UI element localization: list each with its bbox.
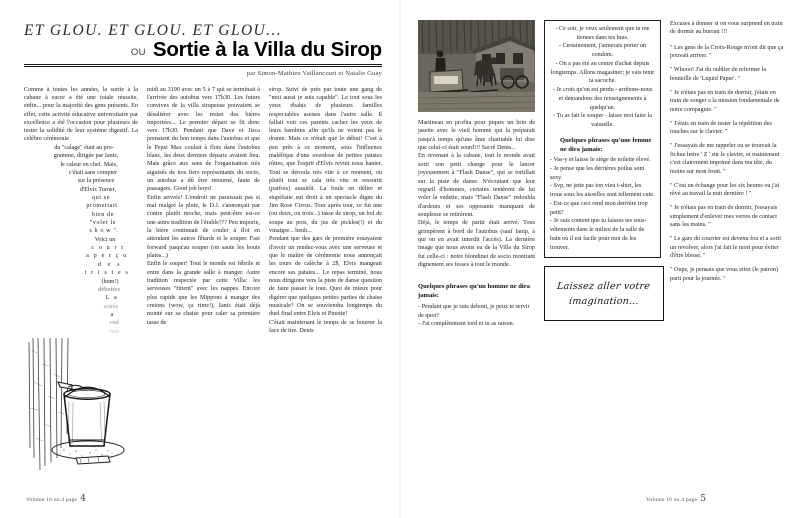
column2-paragraph-2: Enfin arrivés! L'endroit ne paraissait pas si mal malgré la pluie, le D.J. s'annonçait par contre plutôt moche, mais peut-être est-ce une autre tradition de l'érable??? Peu importe, la bière continuait de couler à flot en attendant les autres fêtards et le souper. Fast forward jusqu'au souper (on saute les bouts plates...) [147,194,260,260]
masthead-ou-word: OU [130,46,146,58]
quote-item: " Les gens de la Croix-Rouge m'ont dit que ça pouvait arriver. " [670,44,784,60]
imagination-line-2: imagination... [568,295,640,307]
femme-phrases-heading: Quelques phrases qu'une femme ne dira jamais: [560,136,652,153]
right-column1-paragraph-3: Déjà, le temps de partir était arrivé. Tous grimpèrent à bord de l'autobus (sauf Ianip, à qui on en avait interdit l'accès). La dernière image que nous avons eu de la Villa du Sirop fut celle-ci : notre blondinet de socio montrant dignement ses fesses à tout le monde. [418,220,535,269]
imagination-box [544,266,664,321]
masthead [24,22,382,77]
taper-line: du "calage" était au pro- [54,144,114,151]
left-column-1 [24,86,138,468]
list-item: - Certainement, j'aimerais porter un condom. [558,43,647,59]
quote-item: " C'est un échange pour les six heures ou j'ai rêvé au travail la nuit dernière ! " [670,182,780,198]
right-column-2 [544,20,661,490]
list-item: - Je crois qu'on est perdu - arrêtons-nous et demandons des renseignements à quelqu'un. [552,87,653,111]
homme-quotes-list [550,25,655,130]
taper-line: L a [105,295,119,302]
taper-line: gramme, dirigée par Ianis, [53,153,119,160]
taper-line: le caleur en chef. Mais, [60,161,118,168]
imagination-line-1: Laissez aller votre [556,280,652,292]
list-item: - Tu as fait le souper - laisse moi faire la vaisselle. [553,113,652,129]
maple-sap-bucket-illustration [24,338,138,470]
sugar-shack-photo [418,20,535,112]
taper-line: Voici un [94,236,116,243]
list-item: - Je pense que les derrières poilus sont sexy. [550,165,645,181]
right-column1-paragraph-1: Martineau en profita pour piquer un brin de jasette avec le vieil homme qui la préparait jusqu'à temps qu'une âme charitable lui dise que celui-ci était sourd!!! Sacré Denis... [418,120,535,152]
taper-line: qui se [91,194,111,201]
taper-line: d e s [97,261,123,268]
list-item: - Pendant que je suis debout, je peux te servir de quoi? [418,303,530,319]
column3-paragraph-3: C'était maintenant le temps de se bourrer la face de tire. Denis [269,319,382,335]
byline: par Simon-Mathieu Vaillancourt et Natalie Guay [246,69,382,77]
column1-paragraph: Comme à toutes les années, la sortie à la cabane à sucre a été une totale réussite, enfin... pour la majorité des gens présents. En effet, cette activité éducative universitaire par excellence a été l'occasion pour plusieurs de tester la solidité de leur système digestif. La célèbre cérémonie [24,86,138,143]
left-column-2 [147,86,260,468]
taper-line: soirée [103,303,119,310]
homme-quotes-box [544,20,661,258]
masthead-kicker: ET GLOU. ET GLOU. ET GLOU... [24,22,282,39]
right-column-1 [418,20,535,490]
taper-line: déboires [97,286,121,293]
footer-text: Volume 16 no.4 page [646,497,698,503]
right-page-footer [646,494,706,504]
quote-item: " J'essayais de me rappeler ou se trouvait la fichue lettre ' Z ' sur le clavier, et maintenant c'est clairement imprimé dans ma tête, du moins sur mon front. " [670,143,780,175]
column3-paragraph-1: sirop. Suivi de près par toute une gang de "moi aussi je suis capable". Le tout sous les yeux ébahis de plusieurs familles respectables assises dans l'autre salle. Il fallait voir ces parents cacher les yeux de leurs bambins afin qu'ils ne voient pas le drame. Mais ce n'était que le début! C'est à peu près à ce moment, sous l'influence maléfique d'une overdose de petites patates rôties, que l'esprit d'Elvis revint nous hanter. Tout se déroula très vite à ce moment, ou plutôt tout se cala très vite et ressortit (parfois) aussitôt. La foule en délire et stupéfaite eut droit à un spectacle digne du Jim Rose Circus. Tour après tour, ce fut une (ou deux, ou trois...) tasse de sirop, un bol de soupe au pois, du jus de pickles(!) et du vinaigre... beuh... [269,86,382,235]
right-column-3 [670,20,784,490]
list-item: - Vas-y et laisse le siège de toilette élevé. [550,157,651,164]
page-title: Sortie à la Villa du Sirop [152,38,382,61]
taper-line: a [110,312,114,318]
homme-phrases-list [418,303,535,329]
list-item: - Svp, ne jette pas ton vieu t-shirt, les trous sous les aisselles sont tellement cute. [550,183,655,199]
taper-line: t r i s t e s [84,270,130,277]
quote-item: " Le gars du courrier est devenu fou et a sorti un revolver, alors j'ai fait le mort pour éviter d'être blessé. " [670,236,781,260]
footer-page-number: 5 [700,494,707,504]
taper-line: "voler le [89,220,117,227]
quote-item: " Oups, je pensais que vous etiez (le patron) parti pour la journée. " [670,267,779,282]
list-item: - On a pas été au centre d'achat depuis longtemps. Allons magasiner; je vais tenir ta sacoche. [550,60,655,85]
taper-line: s h o w ". [89,228,119,235]
right-page-columns [418,20,784,490]
quote-item: " J'étais en train de tester la répétition des touches sur le clavier. " [670,120,772,136]
list-item: - Je suis content que tu laisses tes sous-vêtements dans le milieu de la salle de bain où il est facile pour moi de les trouver. [550,218,647,251]
right-page [400,0,800,518]
taper-line: c o u r t [91,245,125,252]
taper-line: a p e r ç u [86,253,128,260]
femme-phrases-list [550,156,655,252]
column2-paragraph-1: midi au 3190 avec un 5 à 7 qui se terminait à l'arrivée des autobus vers 17h30. Les futurs convives de la villa sirupeuse pouvaient se désaltérer avec les restes des bières importées... Le premier départ se fit donc vers 17h30. Pendant que Dave et Jisca prenaient du bon temps dans l'autobus et que le Pepsi Max coulait à flots dans l'autobus blanc, les deux derniers départs avaient lieu. Mais grâce aux sens de l'organisation très aiguisés de nos fiers représentants du socio, un autobus a dû être retourné, faute de passagers. Good job boys! [147,86,260,193]
quote-item: " Whooo! J'ai du oublier de refermer la bouteille de 'Liquid Paper'. " [670,67,767,82]
quote-item: " Je n'étais pas en train de dormir, j'essayais simplement d'enlever mes verres de contact sans les mains. " [670,205,778,229]
list-item: - Ce soir, je veux seulement que tu me tiennes dans tes bras. [555,26,650,41]
right-column1-paragraph-2: En revenant à la cabane, tout le monde avait sorti son petit change pour le lancer joyeusement à "Flash Danse", qui se tortillait sur la piste de danse. N'écoutant que leur orgueil d'hommes, certains tentèrent de lui voler la vedette, mais "Flash Danse" redoubla d'ardeurs et ses opposants manquant de souplesse se retirèrent. [418,153,535,218]
masthead-rule [24,64,382,68]
footer-page-number: 4 [80,494,87,504]
homme-phrases-heading: Quelques phrases qu'un homme ne dira jamais: [418,283,530,300]
taper-line: (hum!) [101,278,119,285]
footer-text: Volume 16 no.4 page [26,497,78,503]
left-column-3 [269,86,382,468]
taper-line: sur la présence [77,178,115,185]
homme-phrases-block [418,283,535,329]
taper-line: bien de [91,211,115,218]
taper-line: vers [108,328,120,335]
excuses-intro: Excuses à donner si on vous surprend en train de dormir au bureau !!! [670,21,783,36]
quote-item: " Je n'étais pas en train de dormir, j'étais en train de songer a la mission fondamentale de notre compagnie. " [670,89,780,113]
list-item: - J'ai complètement tord et tu as raison. [418,321,515,328]
title-row [24,39,382,61]
column2-paragraph-3: Enfin le souper! Tout le monde est fébrile et entre dans la grande salle à manger. Autre tradition respectée par cette Villa: les serveuses "fittent" avec les nappes. Encore plus rapide que les Mippons à manger des cretons (wow, ça rime!), Ianis était déjà monté sur sa chaise pour caler sa première tasse de [147,261,260,326]
left-page-footer [26,494,86,504]
column1-taper-block [24,144,138,336]
left-page-columns [24,86,382,468]
taper-line: promettait [86,203,118,210]
taper-line: d'Elvis Turner, [79,186,116,193]
column3-paragraph-2: Pendant que des gars de première essayaient d'avoir un rendez-vous avec une serveuse et que le maître de cérémonie nous annonçait les tours de calèche à 2$, Elvis mangeait encore ses patates... Le repas terminé, nous nous dirigions vers la piste de danse question de faire passer le tout. Quoi de mieux pour digérer que quelques petites parties de chaise musicale? On se souviendra longtemps du duel final entre Elvis et Pinotte! [269,236,382,318]
list-item: - Est-ce que ceci rend mon derrière trop petit? [550,200,648,216]
taper-line: end [109,320,119,327]
taper-line: c'était sans compter [68,169,118,176]
